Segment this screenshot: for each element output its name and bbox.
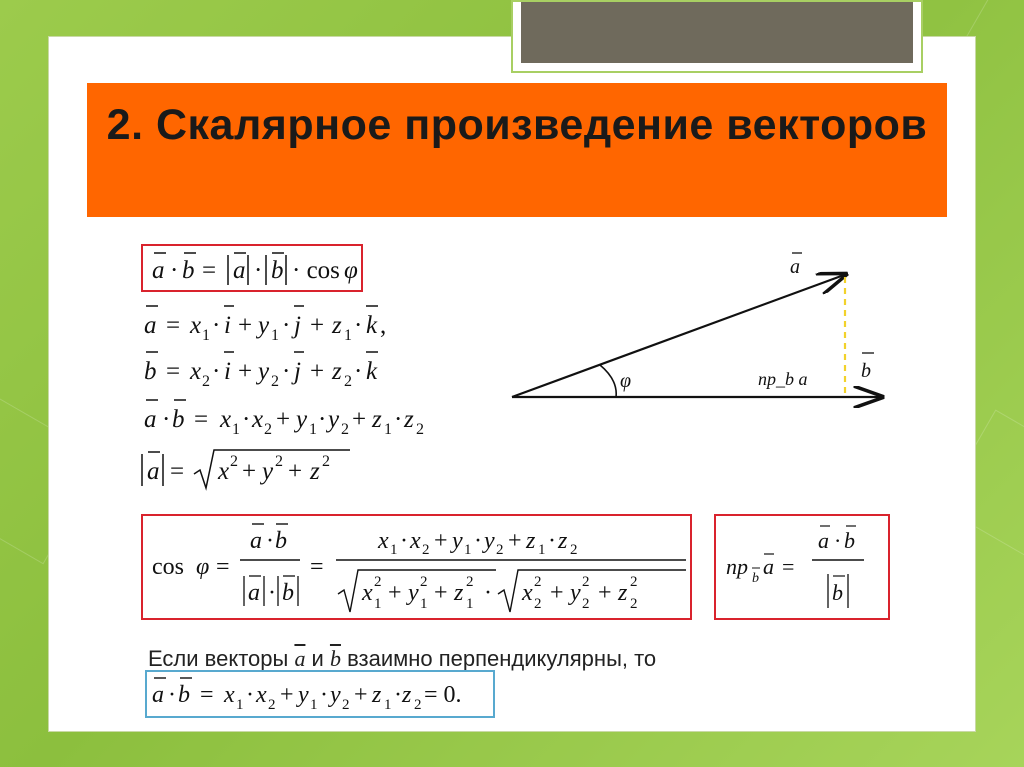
svg-text:+: + xyxy=(598,580,612,606)
svg-text:x: x xyxy=(256,682,267,708)
svg-text:1: 1 xyxy=(466,596,474,612)
svg-text:·: · xyxy=(320,682,328,708)
svg-text:1: 1 xyxy=(236,697,244,713)
svg-text:z: z xyxy=(332,358,342,385)
svg-text:=: = xyxy=(202,257,217,284)
svg-text:·: · xyxy=(354,312,363,339)
svg-text:·: · xyxy=(162,406,171,433)
svg-text:a: a xyxy=(144,312,157,339)
svg-text:2: 2 xyxy=(496,542,504,558)
svg-text:2: 2 xyxy=(582,574,590,590)
svg-text:2: 2 xyxy=(342,697,350,713)
svg-text:·: · xyxy=(266,528,274,554)
svg-text:2: 2 xyxy=(341,421,349,438)
svg-text:z: z xyxy=(454,580,464,606)
svg-text:x: x xyxy=(218,458,230,485)
svg-text:b: b xyxy=(172,406,185,433)
svg-text:x: x xyxy=(410,528,421,554)
perpendicular-condition-text: Если векторы $\overline{a}$ и $\overline{b}$ взаимно перпендикулярны, то xyxy=(148,646,657,671)
svg-text:+: + xyxy=(354,682,368,708)
svg-text:·: · xyxy=(484,580,492,606)
svg-text:2: 2 xyxy=(422,542,430,558)
svg-text:=: = xyxy=(216,554,230,580)
slide-tab-decoration xyxy=(511,0,923,73)
svg-text:y: y xyxy=(452,528,463,554)
svg-text:2: 2 xyxy=(264,421,272,438)
vector-formulas xyxy=(140,300,500,500)
svg-text:+: + xyxy=(276,406,291,433)
svg-text:2: 2 xyxy=(275,453,283,470)
svg-text:пр: пр xyxy=(726,554,748,579)
svg-text:z: z xyxy=(310,458,320,485)
svg-text:2: 2 xyxy=(414,697,422,713)
svg-text:=: = xyxy=(310,554,324,580)
svg-text:2: 2 xyxy=(630,596,638,612)
svg-text:2: 2 xyxy=(374,574,382,590)
svg-text:·: · xyxy=(394,682,402,708)
svg-text:y: y xyxy=(328,406,340,433)
svg-text:a: a xyxy=(144,406,157,433)
svg-text:+: + xyxy=(242,458,257,485)
svg-text:1: 1 xyxy=(271,327,279,344)
svg-text:b: b xyxy=(752,571,759,586)
svg-text:z: z xyxy=(402,682,412,708)
svg-text:·: · xyxy=(246,682,254,708)
svg-text:x: x xyxy=(252,406,264,433)
svg-text:=: = xyxy=(200,682,214,708)
svg-text:·: · xyxy=(400,528,408,554)
svg-text:1: 1 xyxy=(464,542,472,558)
angle-label: φ xyxy=(620,370,632,392)
svg-text:b: b xyxy=(282,580,294,606)
svg-text:x: x xyxy=(220,406,232,433)
svg-text:+: + xyxy=(352,406,367,433)
svg-text:a: a xyxy=(250,528,262,554)
svg-text:1: 1 xyxy=(420,596,428,612)
svg-text:2: 2 xyxy=(271,373,279,390)
svg-text:1: 1 xyxy=(232,421,240,438)
svg-text:·: · xyxy=(282,358,291,385)
svg-text:y: y xyxy=(408,580,419,606)
svg-text:·: · xyxy=(212,312,221,339)
svg-text:x: x xyxy=(190,312,202,339)
svg-text:1: 1 xyxy=(374,596,382,612)
svg-text:+: + xyxy=(550,580,564,606)
svg-text:+: + xyxy=(388,580,402,606)
svg-text:y: y xyxy=(296,406,308,433)
svg-text:j: j xyxy=(294,358,301,385)
svg-text:i: i xyxy=(224,358,231,385)
svg-text:y: y xyxy=(258,312,270,339)
svg-text:a: a xyxy=(248,580,260,606)
svg-text:b: b xyxy=(832,580,843,605)
svg-text:y: y xyxy=(484,528,495,554)
svg-text:b: b xyxy=(178,682,190,708)
svg-text:·: · xyxy=(170,257,179,284)
svg-text:+: + xyxy=(508,528,522,554)
vector-a-label: a xyxy=(790,256,800,278)
svg-text:i: i xyxy=(224,312,231,339)
svg-text:=: = xyxy=(166,312,181,339)
svg-text:z: z xyxy=(332,312,342,339)
svg-text:x: x xyxy=(522,580,533,606)
svg-text:y: y xyxy=(262,458,274,485)
svg-text:2: 2 xyxy=(230,453,238,470)
svg-text:+: + xyxy=(280,682,294,708)
svg-text:z: z xyxy=(558,528,568,554)
svg-text:a: a xyxy=(152,682,164,708)
svg-text:1: 1 xyxy=(384,421,392,438)
svg-text:1: 1 xyxy=(390,542,398,558)
projection-label: пр_b a xyxy=(758,369,808,389)
slide-title: 2. Скалярное произведение векторов xyxy=(106,101,928,149)
svg-text:2: 2 xyxy=(202,373,210,390)
svg-text:·: · xyxy=(268,580,276,606)
svg-text:k: k xyxy=(366,312,378,339)
svg-text:y: y xyxy=(298,682,309,708)
perpendicular-formula xyxy=(148,672,494,716)
svg-text:2: 2 xyxy=(322,453,330,470)
svg-text:·: · xyxy=(168,682,176,708)
svg-text:·: · xyxy=(242,406,251,433)
dot-product-definition xyxy=(146,245,366,293)
svg-text:1: 1 xyxy=(384,697,392,713)
svg-text:2: 2 xyxy=(466,574,474,590)
svg-text:+: + xyxy=(434,528,448,554)
svg-text:·: · xyxy=(394,406,403,433)
vector-length xyxy=(142,450,350,488)
svg-text:x: x xyxy=(190,358,202,385)
vector-b-label: b xyxy=(861,360,871,382)
svg-text:=: = xyxy=(194,406,209,433)
svg-text:a: a xyxy=(763,554,774,579)
svg-text:·: · xyxy=(318,406,327,433)
svg-text:b: b xyxy=(144,358,157,385)
title-band xyxy=(87,83,947,217)
svg-text:=: = xyxy=(170,458,185,485)
svg-text:2: 2 xyxy=(534,596,542,612)
svg-text:cos: cos xyxy=(152,554,184,580)
svg-text:2: 2 xyxy=(582,596,590,612)
slide-tab-fill xyxy=(521,2,913,63)
svg-text:2: 2 xyxy=(416,421,424,438)
svg-text:·: · xyxy=(254,257,263,284)
svg-text:+: + xyxy=(238,358,253,385)
svg-text:y: y xyxy=(258,358,270,385)
projection-formula xyxy=(718,516,888,618)
svg-text:a: a xyxy=(233,257,246,284)
svg-text:j: j xyxy=(294,312,301,339)
svg-text:x: x xyxy=(378,528,389,554)
svg-text:a: a xyxy=(147,458,160,485)
svg-text:b: b xyxy=(271,257,284,284)
vector-diagram xyxy=(500,245,900,415)
svg-text:φ: φ xyxy=(196,554,210,580)
svg-text:·: · xyxy=(354,358,363,385)
svg-text:2: 2 xyxy=(344,373,352,390)
svg-text:+: + xyxy=(238,312,253,339)
a-decomposition xyxy=(144,306,386,344)
svg-text:z: z xyxy=(372,406,382,433)
svg-text:· cos: · cos xyxy=(292,257,340,284)
svg-text:·: · xyxy=(834,528,842,553)
svg-text:·: · xyxy=(212,358,221,385)
svg-text:b: b xyxy=(844,528,855,553)
svg-text:k: k xyxy=(366,358,378,385)
svg-text:+: + xyxy=(288,458,303,485)
svg-text:z: z xyxy=(618,580,628,606)
svg-text:1: 1 xyxy=(202,327,210,344)
svg-text:z: z xyxy=(372,682,382,708)
svg-text:·: · xyxy=(282,312,291,339)
svg-text:,: , xyxy=(380,312,387,339)
svg-text:y: y xyxy=(330,682,341,708)
svg-text:z: z xyxy=(404,406,414,433)
angle-arc xyxy=(600,365,616,397)
svg-text:a: a xyxy=(818,528,829,553)
svg-text:φ: φ xyxy=(344,257,358,284)
svg-text:·: · xyxy=(548,528,556,554)
svg-text:b: b xyxy=(275,528,287,554)
svg-text:y: y xyxy=(570,580,581,606)
svg-text:a: a xyxy=(152,257,165,284)
svg-text:2: 2 xyxy=(534,574,542,590)
dot-product-coordinates xyxy=(144,400,424,438)
svg-text:+: + xyxy=(310,358,325,385)
svg-text:2: 2 xyxy=(630,574,638,590)
svg-text:z: z xyxy=(526,528,536,554)
svg-text:b: b xyxy=(182,257,195,284)
svg-text:x: x xyxy=(362,580,373,606)
svg-text:+: + xyxy=(434,580,448,606)
cosine-formula xyxy=(146,516,690,618)
svg-text:2: 2 xyxy=(268,697,276,713)
svg-text:= 0.: = 0. xyxy=(424,682,462,708)
svg-text:+: + xyxy=(310,312,325,339)
svg-text:·: · xyxy=(474,528,482,554)
b-decomposition xyxy=(144,352,378,390)
svg-text:=: = xyxy=(166,358,181,385)
svg-text:2: 2 xyxy=(420,574,428,590)
svg-text:=: = xyxy=(782,554,795,579)
svg-text:1: 1 xyxy=(344,327,352,344)
svg-text:x: x xyxy=(224,682,235,708)
svg-text:1: 1 xyxy=(538,542,546,558)
svg-text:1: 1 xyxy=(310,697,318,713)
svg-text:2: 2 xyxy=(570,542,578,558)
svg-text:1: 1 xyxy=(309,421,317,438)
